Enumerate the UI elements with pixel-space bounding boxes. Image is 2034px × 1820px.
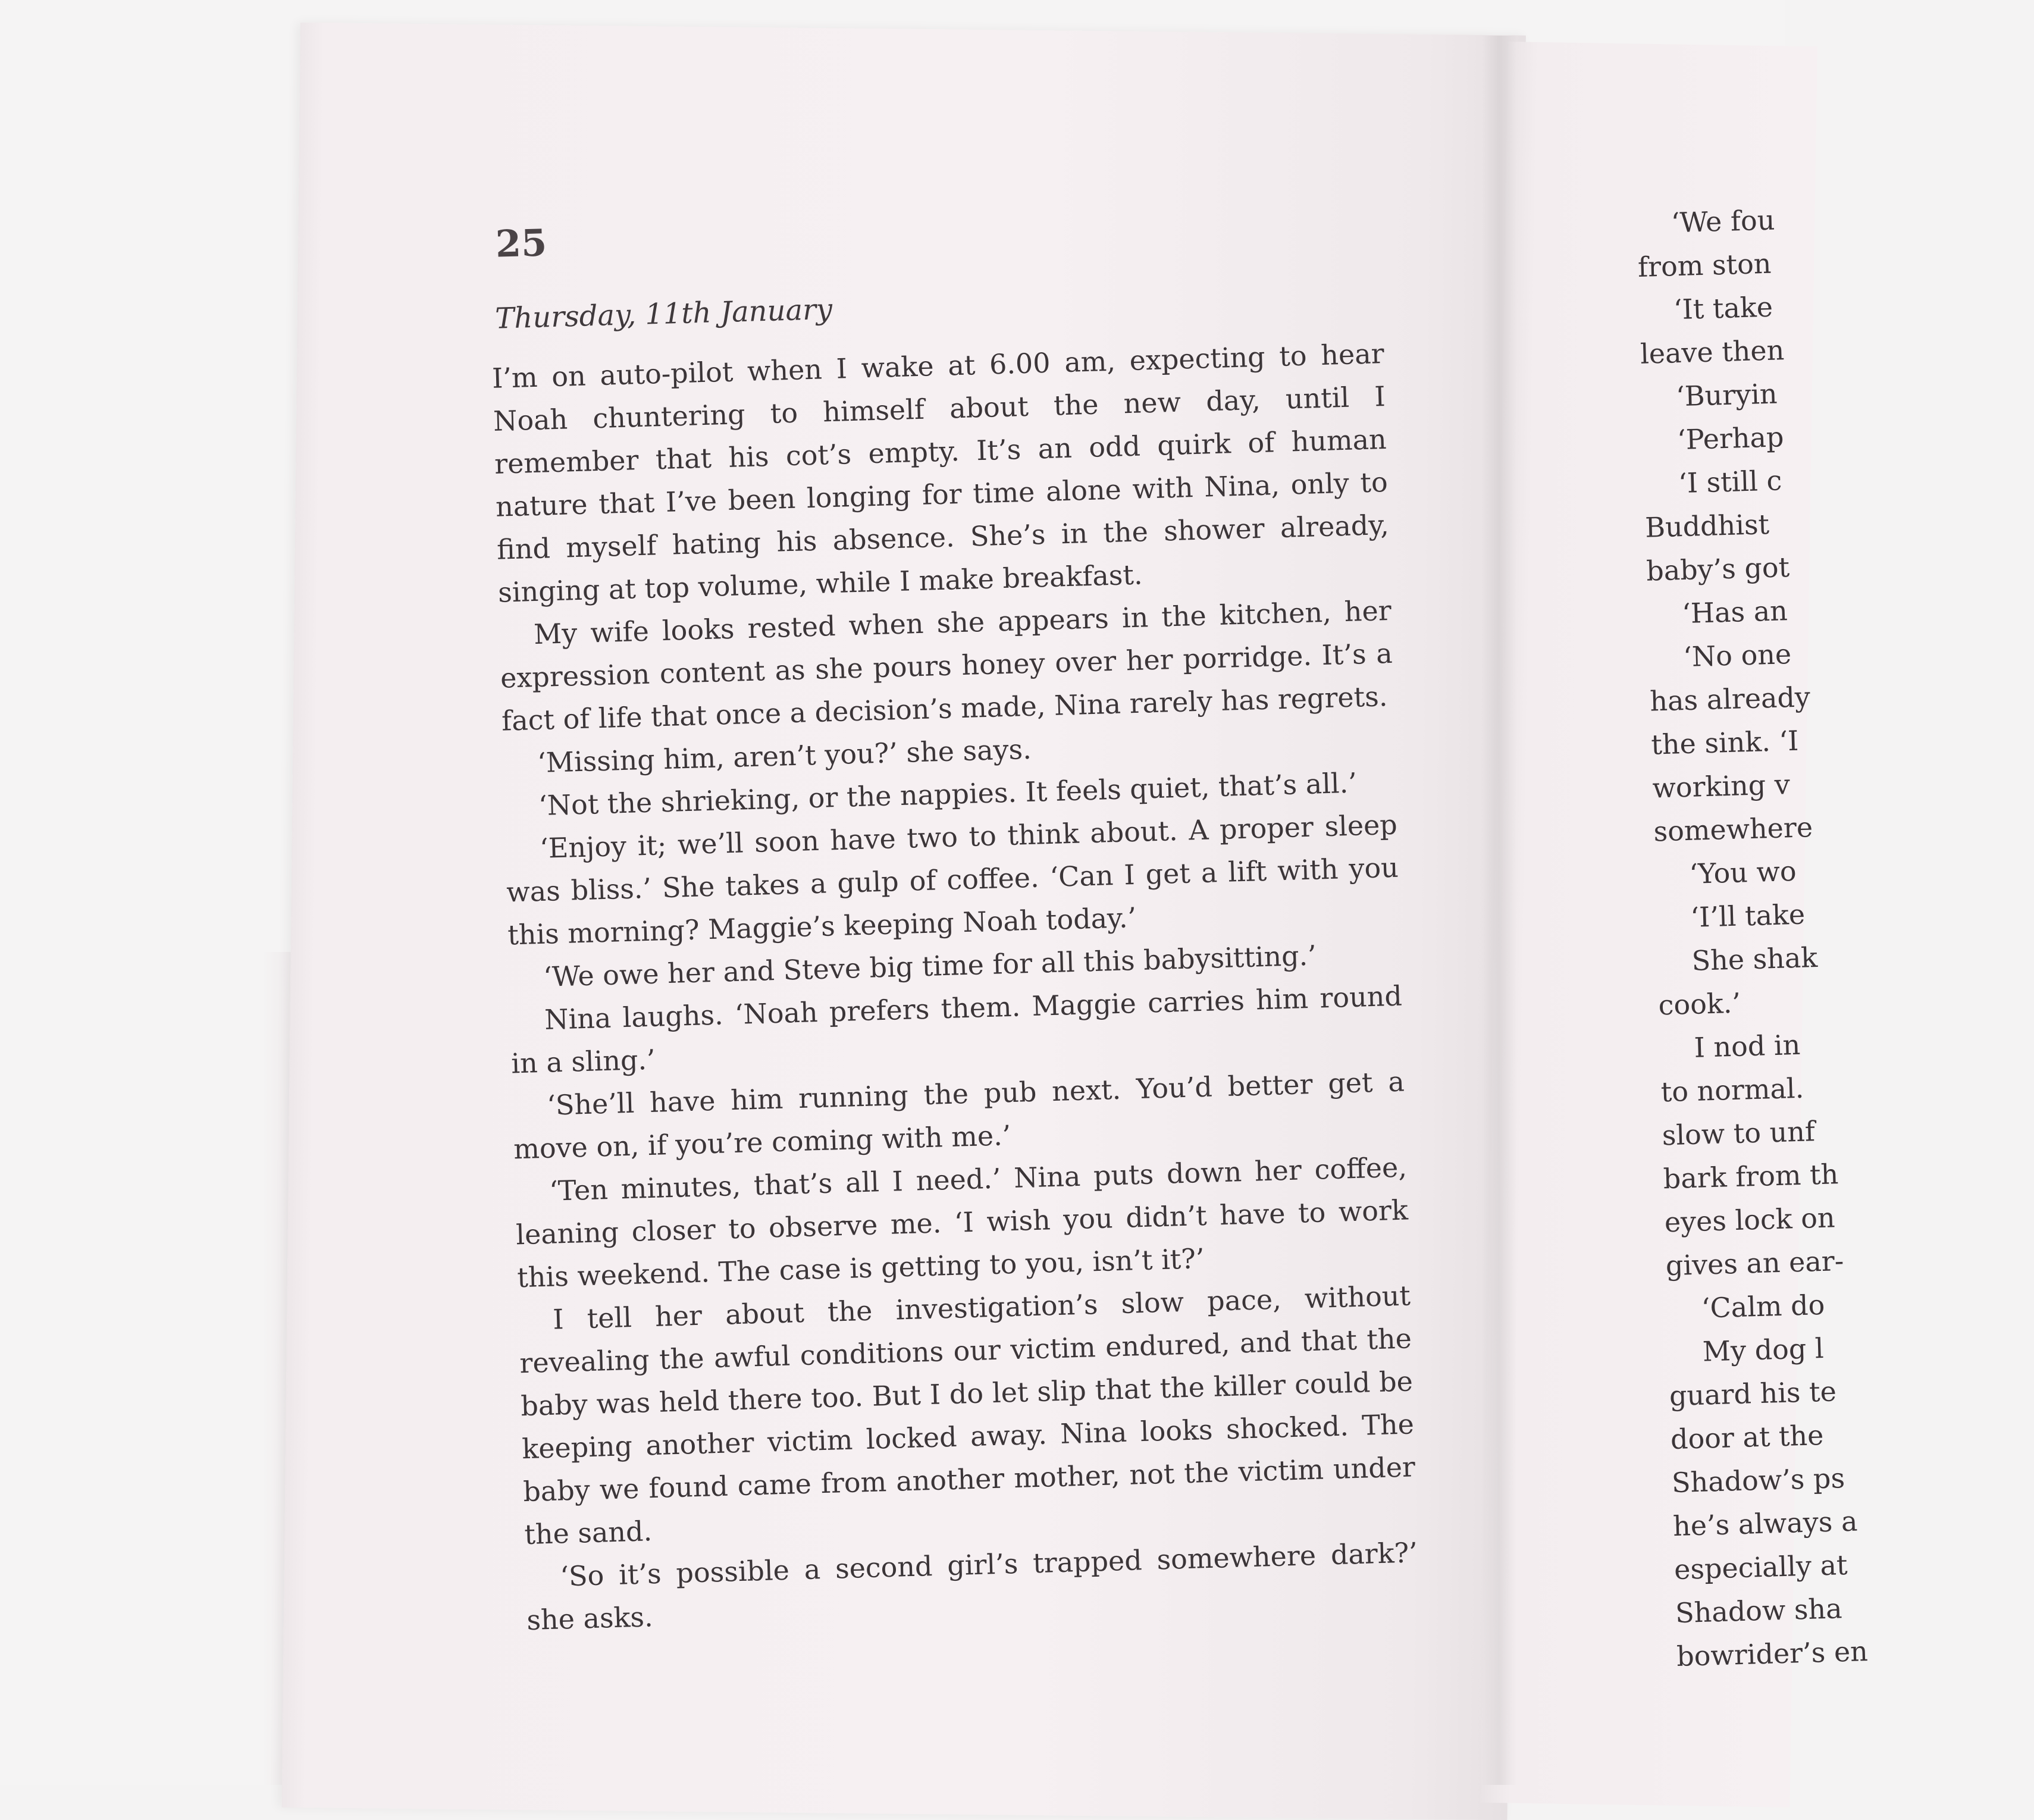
right-page-line: eyes lock on [1664,1201,1836,1239]
right-page-line: has already [1649,681,1811,718]
right-page-line: gives an ear- [1665,1244,1845,1282]
right-page-line: ‘No one [1682,638,1792,674]
right-page-line: ‘Calm do [1701,1288,1825,1324]
right-page-line: he’s always a [1672,1505,1859,1543]
right-page-line: somewhere [1653,811,1813,848]
right-page-line: ‘We fou [1671,203,1776,239]
paragraph: ‘Ten minutes, that’s all I need.’ Nina puts down her coffee, leaning closer to observe me. ‘I wish you didn’t have to work this weekend. The case is getting to you, isn’t it?’ [515,1151,1409,1294]
paragraph: Nina laughs. ‘Noah prefers them. Maggie carries him round in a sling.’ [510,979,1403,1080]
right-page-line: ‘I still c [1678,464,1782,500]
right-page-line: Buddhist [1644,508,1770,544]
paragraph: ‘So it’s possible a second girl’s trapped somewhere dark?’ she asks. [526,1536,1418,1637]
right-page-line: bark from th [1663,1158,1839,1195]
paragraph: ‘She’ll have him running the pub next. You’d better get a move on, if you’re coming with me.’ [513,1065,1405,1166]
chapter-date: Thursday, 11th January [494,292,833,336]
left-page-text [488,201,1419,1642]
right-page-line: ‘Perhap [1676,421,1785,456]
paragraph: ‘We owe her and Steve big time for all this babysitting.’ [543,939,1317,993]
right-page-line: bowrider’s en [1676,1635,1869,1673]
paragraph: ‘Missing him, aren’t you?’ she says. [537,732,1032,779]
paragraph: ‘Enjoy it; we’ll soon have two to think about. A proper sleep was bliss.’ She takes a gulp of coffee. ‘Can I get a lift with you this morning? Maggie’s keeping Noah today.’ [506,808,1399,951]
chapter-number: 25 [494,221,548,266]
paragraph: I tell her about the investigation’s slow pace, without revealing the awful conditions our victim endured, and that the baby was held there too. But I do let slip that the killer could be keeping another victim locked away. Nina looks shocked. The baby we found came from another mother, not the victim under the sand. [519,1279,1416,1551]
right-page-line: ‘I’ll take [1690,898,1806,934]
book-gutter [1481,36,1517,1785]
right-page-line: the sink. ‘I [1650,724,1799,761]
right-page-line: from ston [1637,247,1772,283]
right-page-text [1636,192,2034,1678]
right-page-line: especially at [1673,1548,1848,1586]
right-page-line: ‘Buryin [1675,377,1778,413]
paragraph: ‘Not the shrieking, or the nappies. It feels quiet, that’s all.’ [538,766,1358,822]
right-page-line: ‘You wo [1688,854,1797,890]
right-page-line: guard his te [1669,1375,1837,1412]
right-page-line: ‘Has an [1681,594,1788,630]
paragraph: I’m on auto-pilot when I wake at 6.00 am, expecting to hear Noah chuntering to himself about the new day, until I remember that his cot’s empty. It’s an odd quirk of human nature that I’ve been longing for time alone with Nina, only to find myself hating his absence. She’s in the shower already, singing at top volume, while I make breakfast. [491,337,1390,609]
right-page-line: to normal. [1660,1072,1804,1108]
right-page-line: My dog l [1702,1332,1825,1368]
right-page-line: Shadow sha [1675,1592,1843,1630]
right-page-line: I nod in [1693,1028,1801,1064]
right-page-line: baby’s got [1646,551,1790,587]
right-page-line: Shadow’s ps [1671,1462,1845,1499]
right-page-line: She shak [1691,941,1818,977]
right-page-line: cook.’ [1657,986,1741,1022]
right-page-line: door at the [1670,1419,1825,1456]
paragraph: My wife looks rested when she appears in the kitchen, her expression content as she pours honey over her porridge. It’s a fact of life that once a decision’s made, Nina rarely has regrets. [500,594,1393,737]
right-page-body [1636,192,2034,1678]
right-page-line: working v [1651,768,1791,804]
chapter-body [491,332,1419,1642]
right-page-line: leave then [1640,334,1785,370]
right-page-line: slow to unf [1662,1115,1816,1152]
right-page-line: ‘It take [1673,290,1773,326]
